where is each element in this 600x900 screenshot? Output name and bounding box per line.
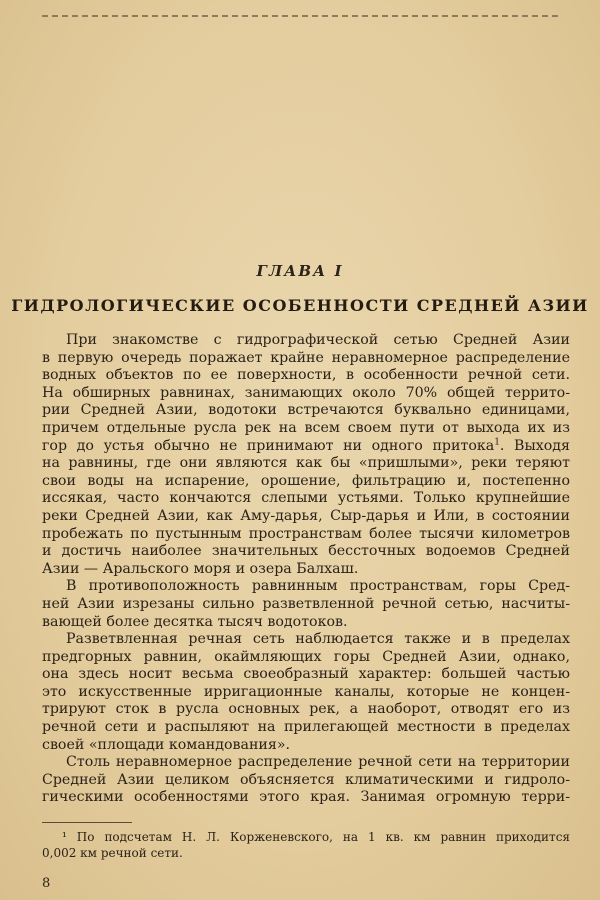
footnote-mark[interactable]: 1 — [494, 436, 500, 447]
body-line: это искусственные ирригационные каналы, которые не концен- — [42, 683, 570, 700]
page-number: 8 — [42, 876, 51, 891]
body-line: своей «площади командования». — [42, 736, 291, 753]
body-line: Азии — Аральского моря и озера Балхаш. — [42, 560, 359, 577]
footnote-divider — [42, 822, 132, 823]
body-line: вающей более десятка тысяч водотоков. — [42, 613, 348, 630]
body-line: ней Азии изрезаны сильно разветвленной речной сетью, насчиты- — [42, 595, 570, 612]
body-line: предгорных равнин, окаймляющих горы Средней Азии, однако, — [42, 648, 570, 665]
body-line: Средней Азии целиком объясняется климатическими и гидроло- — [42, 771, 570, 788]
body-line-text: гор до устья обычно не принимают ни одного притока — [42, 437, 495, 454]
footnote-line: ¹ По подсчетам Н. Л. Корженевского, на 1 кв. км равнин приходится — [62, 830, 570, 844]
body-line: рии Средней Азии, водотоки встречаются буквально единицами, — [42, 402, 570, 419]
body-line: Разветвленная речная сеть наблюдается также и в пределах — [66, 631, 570, 648]
body-line: и достичь наиболее значительных бессточных водоемов Средней — [42, 543, 570, 560]
top-dashed-rule — [42, 15, 558, 17]
body-line-tail: . Выходя — [499, 437, 570, 454]
body-line: реки Средней Азии, как Аму-дарья, Сыр-дарья и Или, в состоянии — [42, 507, 570, 524]
footnote-line: 0,002 км речной сети. — [42, 846, 183, 860]
chapter-heading: ГЛАВА I — [256, 262, 344, 280]
body-line: В противоположность равнинным пространствам, горы Сред- — [66, 578, 570, 595]
body-line: в первую очередь поражает крайне неравномерное распределение — [42, 349, 570, 366]
body-line: причем отдельные русла рек на всем своем пути от выхода их из — [42, 419, 570, 436]
body-line: водных объектов по ее поверхности, в особенности речной сети. — [42, 367, 570, 384]
body-line: трируют сток в русла основных рек, а наоборот, отводят его из — [42, 701, 570, 718]
body-line: При знакомстве с гидрографической сетью Средней Азии — [66, 332, 570, 348]
body-line: пробежать по пустынным пространствам более тысячи километров — [42, 525, 570, 542]
body-line: Столь неравномерное распределение речной сети на территории — [66, 754, 570, 771]
chapter-title: ГИДРОЛОГИЧЕСКИЕ ОСОБЕННОСТИ СРЕДНЕЙ АЗИИ — [11, 296, 589, 315]
body-text — [42, 332, 570, 807]
body-line: речной сети и распыляют на прилегающей местности в пределах — [42, 719, 570, 736]
body-line-with-footnote — [42, 438, 570, 456]
body-line: на равнины, где они являются как бы «пришлыми», реки теряют — [42, 455, 570, 472]
body-line: гическими особенностями этого края. Занимая огромную терри- — [42, 789, 570, 806]
body-line: На обширных равнинах, занимающих около 70% общей террито- — [42, 384, 570, 401]
body-line: свои воды на испарение, орошение, фильтрацию и, постепенно — [42, 472, 570, 489]
body-line: она здесь носит весьма своеобразный характер: большей частью — [42, 666, 570, 683]
body-line: иссякая, часто кончаются слепыми устьями. Только крупнейшие — [42, 490, 570, 507]
footnote — [42, 829, 570, 861]
